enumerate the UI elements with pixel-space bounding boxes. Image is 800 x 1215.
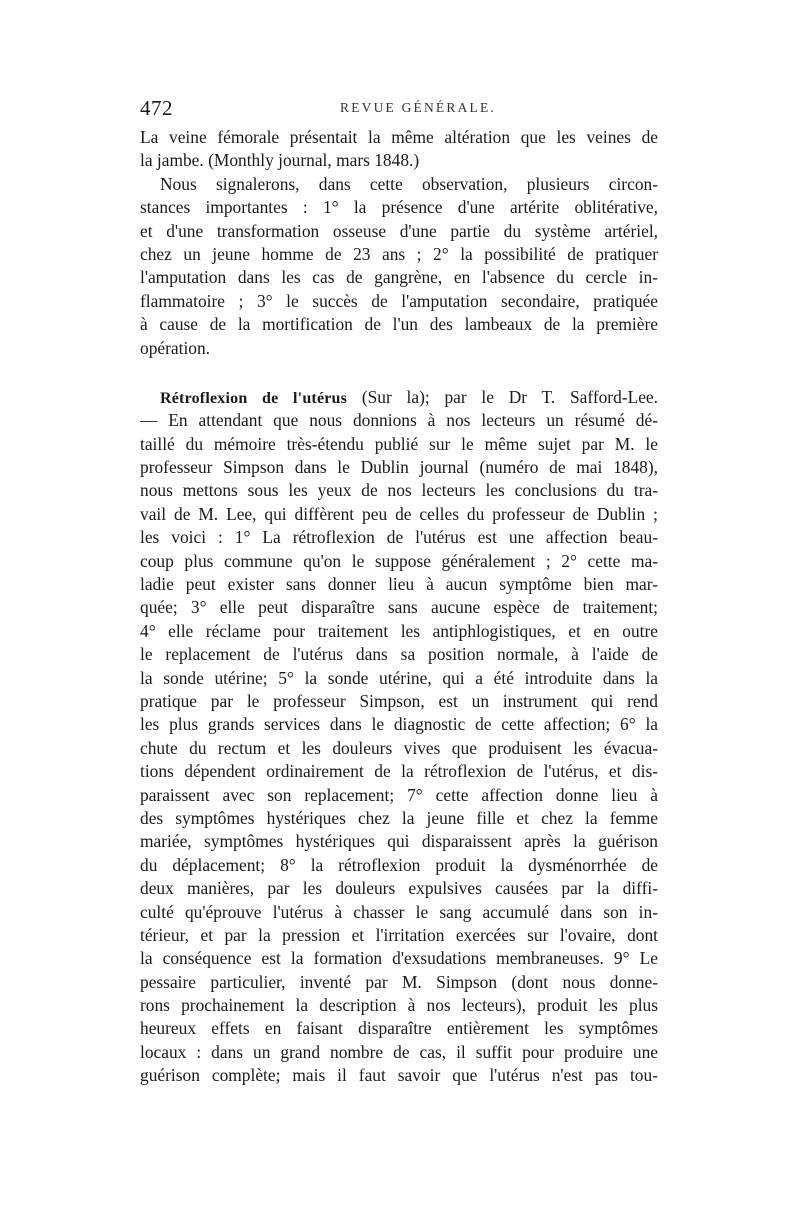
text-line: culté qu'éprouve l'utérus à chasser le sang accumulé dans son in-: [140, 901, 658, 922]
text-line: 4° elle réclame pour traitement les antiphlogistiques, et en outre: [140, 620, 658, 641]
text-line: des symptômes hystériques chez la jeune fille et chez la femme: [140, 807, 658, 828]
text-line: les voici : 1° La rétroflexion de l'utérus est une affection beau-: [140, 527, 658, 548]
text-line: Nous signalerons, dans cette observation, plusieurs circon-: [160, 173, 658, 194]
text-line: du déplacement; 8° la rétroflexion produit la dysménorrhée de: [140, 854, 658, 875]
text-line: professeur Simpson dans le Dublin journal (numéro de mai 1848),: [140, 457, 658, 478]
text-line: chute du rectum et les douleurs vives que produisent les évacua-: [140, 737, 658, 758]
paragraph-end-of-previous-article: [140, 126, 658, 173]
running-title: REVUE GÉNÉRALE.: [340, 100, 496, 115]
text-line: mariée, symptômes hystériques qui disparaissent après la guérison: [140, 831, 658, 852]
text-line: locaux : dans un grand nombre de cas, il suffit pour produire une: [140, 1041, 658, 1062]
text-line: taillé du mémoire très-étendu publié sur le même sujet par M. le: [140, 433, 658, 454]
text-line: opération.: [140, 337, 211, 358]
section-gap: [140, 360, 658, 386]
text-line: pratique par le professeur Simpson, est un instrument qui rend: [140, 690, 658, 711]
text-line: flammatoire ; 3° le succès de l'amputation secondaire, pratiquée: [140, 290, 658, 311]
text-line: la jambe. (Monthly journal, mars 1848.): [140, 150, 420, 171]
text-line: guérison complète; mais il faut savoir que l'utérus n'est pas tou-: [140, 1065, 658, 1086]
text-line: quée; 3° elle peut disparaître sans aucune espèce de traitement;: [140, 597, 658, 618]
running-head: [140, 96, 658, 126]
text-line: deux manières, par les douleurs expulsives causées par la diffi-: [140, 878, 658, 899]
article-body: [140, 409, 658, 1087]
text-line: térieur, et par la pression et l'irritation exercées sur l'ovaire, dont: [140, 924, 658, 945]
text-line: coup plus commune qu'on le suppose généralement ; 2° cette ma-: [140, 550, 658, 571]
text-line: le replacement de l'utérus dans sa position normale, à l'aide de: [140, 644, 658, 665]
text-line: vail de M. Lee, qui diffèrent peu de celles du professeur de Dublin ;: [140, 503, 658, 524]
text-line: heureux effets en faisant disparaître entièrement les symptômes: [140, 1018, 658, 1039]
book-page: [140, 96, 658, 1088]
article-heading-rest: (Sur la); par le Dr T. Safford-Lee.: [347, 386, 658, 407]
text-line: la sonde utérine; 5° la sonde utérine, qui a été introduite dans la: [140, 667, 658, 688]
text-line: ladie peut exister sans donner lieu à aucun symptôme bien mar-: [140, 574, 658, 595]
text-line: pessaire particulier, inventé par M. Simpson (dont nous donne-: [140, 971, 658, 992]
text-line: à cause de la mortification de l'un des lambeaux de la première: [140, 314, 658, 335]
text-line: stances importantes : 1° la présence d'une artérite oblitérative,: [140, 197, 658, 218]
article-heading-line: [140, 386, 658, 409]
article-heading: Rétroflexion de l'utérus: [160, 389, 348, 407]
text-line: chez un jeune homme de 23 ans ; 2° la possibilité de pratiquer: [140, 243, 658, 264]
text-line: nous mettons sous les yeux de nos lecteurs les conclusions du tra-: [140, 480, 658, 501]
text-line: et d'une transformation osseuse d'une partie du système artériel,: [140, 220, 658, 241]
page-number: 472: [140, 96, 173, 120]
text-line: l'amputation dans les cas de gangrène, en l'absence du cercle in-: [140, 267, 658, 288]
text-line: — En attendant que nous donnions à nos lecteurs un résumé dé-: [140, 410, 658, 431]
paragraph-observations: [140, 173, 658, 360]
text-line: la conséquence est la formation d'exsudations membraneuses. 9° Le: [140, 948, 658, 969]
article-retroflexion: [140, 386, 658, 1088]
text-line: paraissent avec son replacement; 7° cette affection donne lieu à: [140, 784, 658, 805]
text-line: La veine fémorale présentait la même altération que les veines de: [140, 127, 658, 147]
text-line: les plus grands services dans le diagnostic de cette affection; 6° la: [140, 714, 658, 735]
text-line: rons prochainement la description à nos lecteurs), produit les plus: [140, 995, 658, 1016]
text-line: tions dépendent ordinairement de la rétroflexion de l'utérus, et dis-: [140, 761, 658, 782]
